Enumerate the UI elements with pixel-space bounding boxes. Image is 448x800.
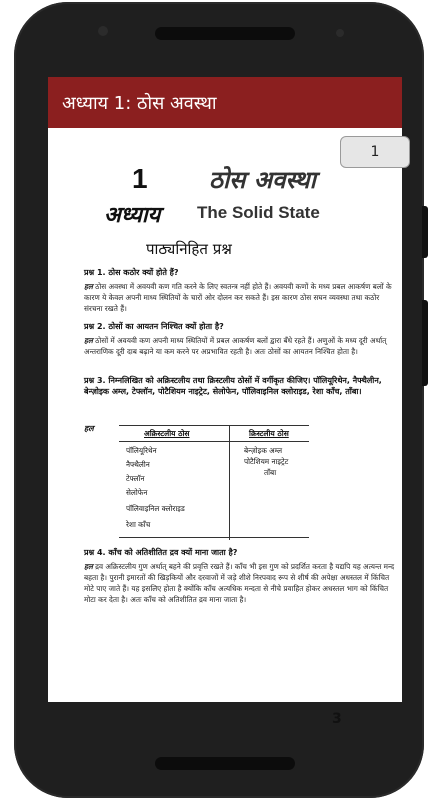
chapter-number: 1 — [132, 163, 148, 194]
table-cell: पॉलिवाइनिल क्लोराइड — [126, 504, 185, 513]
table-bottom-rule — [119, 537, 309, 538]
answer-2-label: हल — [84, 336, 93, 345]
answer-3-label: हल — [84, 424, 94, 433]
question-4: प्रश्न 4. काँच को अतिशीतित द्रव क्यों माना जाता है? — [84, 548, 238, 557]
table-cell: पॉलियूरिथेन — [126, 446, 157, 455]
answer-1-label: हल — [84, 282, 93, 291]
power-button — [422, 206, 428, 258]
question-1: प्रश्न 1. ठोस कठोर क्यों होते हैं? — [84, 268, 179, 277]
question-3: प्रश्न 3. निम्नलिखित को अक्रिस्टलीय तथा क्रिस्टलीय ठोसों में वर्गीकृत कीजिए। पॉलियूरिथेन, नैफ्थैलीन, बेन्ज़ोइक अम्ल, टेफ्लॉन, पोटैशियम नाइट्रेट, सेलोफेन, पॉलिवाइनिल क्लोराइड, रेशा काँच, ताँबा। — [84, 376, 382, 396]
earpiece-speaker — [155, 27, 295, 40]
proximity-sensor — [336, 29, 344, 37]
table-cell: रेशा काँच — [126, 520, 151, 529]
chapter-word: अध्याय — [104, 203, 161, 228]
table-cell: ताँबा — [264, 468, 277, 477]
answer-1 — [84, 281, 396, 314]
table-top-rule — [119, 425, 309, 426]
answer-4 — [84, 561, 396, 605]
table-cell: नैफ्थैलीन — [126, 460, 150, 469]
chapter-title-english: The Solid State — [197, 203, 320, 222]
page-indicator-button[interactable]: 1 — [340, 136, 410, 168]
volume-button — [422, 300, 428, 386]
phone-screen — [48, 77, 402, 727]
answer-1-text: ठोस अवस्था में अवयवी कण गति करने के लिए स्वतन्त्र नहीं होते हैं। अवयवी कणों के मध्य प्रबल आकर्षण बलों के कारण ये केवल अपनी माध्य स्थितियों के चारों ओर दोलन कर सकते हैं। इस कारण ठोस सघन व्यवस्था तथा कठोर संरचना रखते हैं। — [84, 282, 392, 313]
answer-4-text: द्रव अक्रिस्टलीय गुण अर्थात् बहने की प्रवृत्ति रखते हैं। काँच भी इस गुण को प्रदर्शित करता है यद्यपि यह अत्यन्त मन्द बहता है। पुरानी इमारतों की खिड़कियों और दरवाजों में जड़े शीशे निरपवाद रूप से शीर्ष की अपेक्षा अधस्तल में किंचित मोटे पाए जाते हैं। यह इसलिए होता है क्योंकि काँच अत्यधिक मन्दता से नीचे प्रवाहित होकर अधस्तल भाग को किंचित मोटा कर देता है। अतः काँच को अतिशीतित द्रव माना जाता है। — [84, 562, 395, 604]
answer-4-label: हल — [84, 562, 93, 571]
table-divider — [229, 425, 230, 540]
chapter-title-hindi: ठोस अवस्था — [209, 166, 316, 194]
table-header-amorphous: अक्रिस्टलीय ठोस — [144, 429, 190, 438]
book-page[interactable] — [64, 143, 402, 727]
table-cell: सेलोफेन — [126, 488, 148, 497]
bottom-speaker — [155, 757, 295, 770]
app-bar-title: अध्याय 1: ठोस अवस्था — [62, 93, 217, 114]
table-cell: बेन्ज़ोइक अम्ल — [244, 446, 283, 455]
app-bar — [48, 77, 402, 128]
answer-2 — [84, 335, 396, 357]
section-heading: पाठ्यनिहित प्रश्न — [146, 240, 232, 258]
table-cell: पोटैशियम नाइट्रेट — [244, 457, 289, 466]
question-2: प्रश्न 2. ठोसों का आयतन निश्चित क्यों होता है? — [84, 322, 224, 331]
table-cell: टेफ्लॉन — [126, 474, 145, 483]
table-header-crystalline: क्रिस्टलीय ठोस — [249, 429, 289, 438]
answer-2-text: ठोसों में अवयवी कण अपनी माध्य स्थितियों में प्रबल आकर्षण बलों द्वारा बँधे रहते हैं। अणुओं के मध्य दूरी अर्थात् अन्तराणिक दूरी दाब बढ़ाने या कम करने पर अप्रभावित रहती है। अतः ठोसों का आयतन निश्चित होता है। — [84, 336, 387, 356]
page-number: 3 — [332, 711, 342, 727]
front-camera — [98, 26, 108, 36]
table-header-rule — [119, 441, 309, 442]
